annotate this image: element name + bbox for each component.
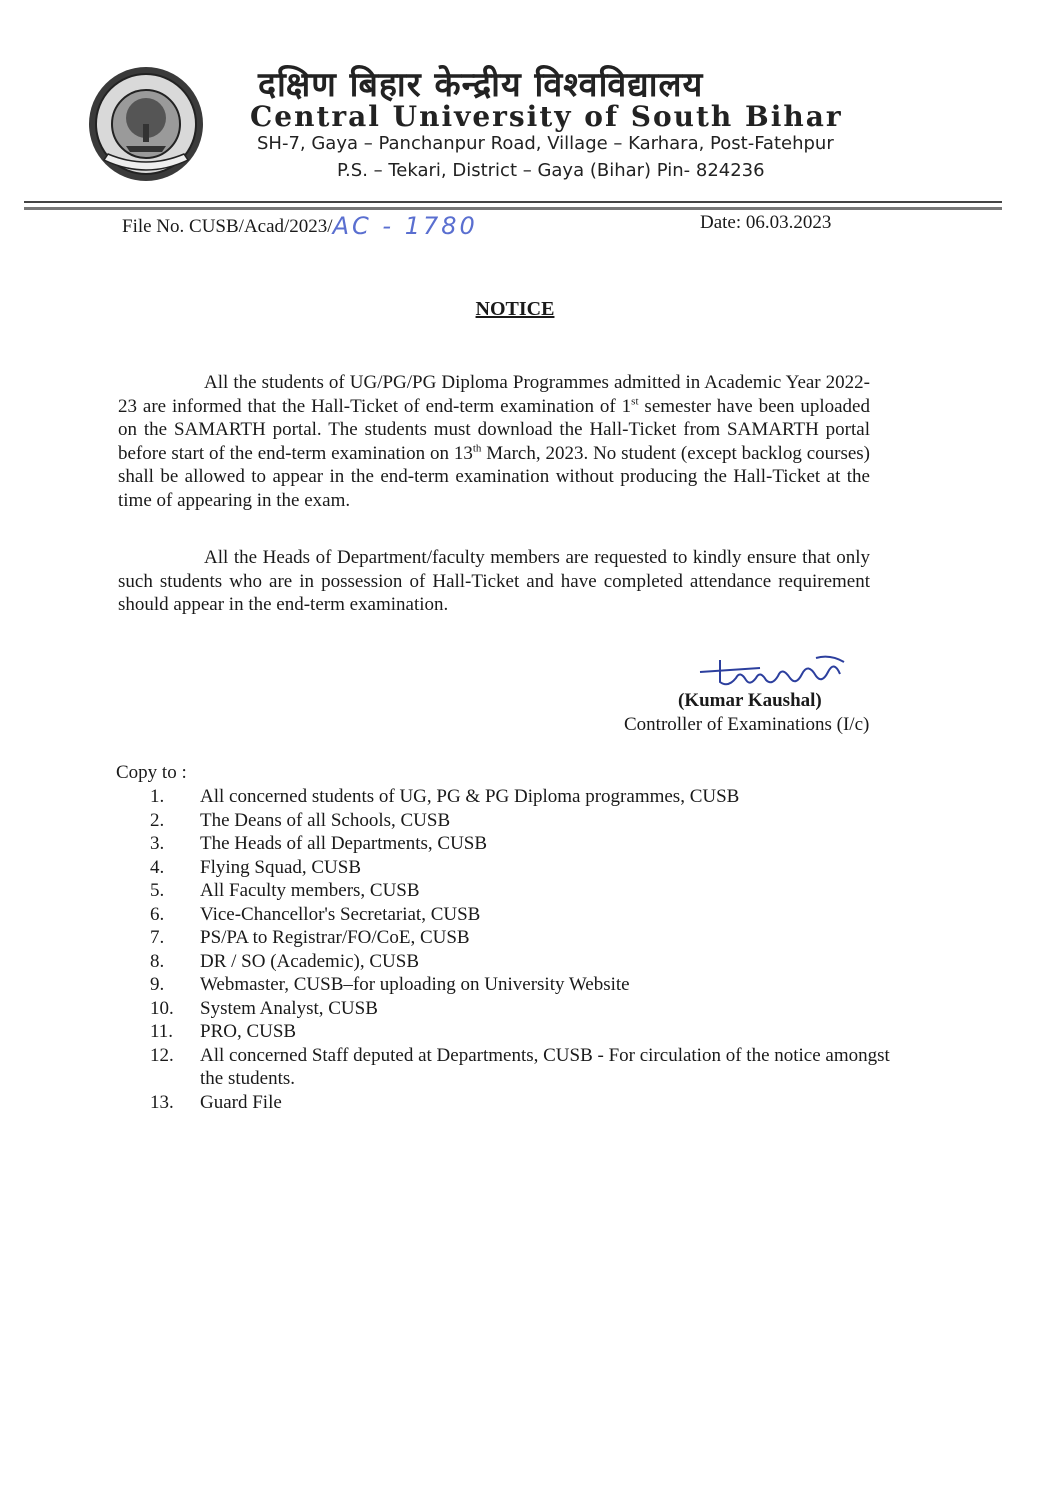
list-item-number: 11. <box>150 1021 174 1042</box>
list-item-number: 5. <box>150 880 165 901</box>
list-item <box>150 950 910 974</box>
para1-sup-1: st <box>631 395 639 408</box>
list-item-text: PS/PA to Registrar/FO/CoE, CUSB <box>200 927 470 948</box>
file-number-printed: File No. CUSB/Acad/2023/ <box>122 216 333 237</box>
list-item <box>150 903 910 927</box>
list-item-text: The Heads of all Departments, CUSB <box>200 833 488 854</box>
notice-paragraph-2 <box>118 546 870 617</box>
list-item <box>150 1044 910 1091</box>
para2-text: All the Heads of Department/faculty members are requested to kindly ensure that only such students who are in possession of Hall-Ticket and have completed attendance requirement should appear in the end-term examination. <box>118 547 870 615</box>
list-item-number: 9. <box>150 974 165 995</box>
header-divider-top <box>24 201 1002 203</box>
signature-image <box>690 650 860 690</box>
university-name-hindi: दक्षिण बिहार केन्द्रीय विश्वविद्यालय <box>258 65 704 105</box>
list-item <box>150 809 910 833</box>
list-item-number: 13. <box>150 1091 174 1113</box>
list-item <box>150 879 910 903</box>
list-item-text: Vice-Chancellor's Secretariat, CUSB <box>200 903 481 925</box>
address-line-2: P.S. – Tekari, District – Gaya (Bihar) Pin- 824236 <box>337 160 765 181</box>
list-item <box>150 926 910 950</box>
list-item <box>150 785 910 809</box>
file-number-handwritten: AC - 1780 <box>332 212 478 240</box>
university-seal-logo <box>86 64 206 184</box>
list-item-number: 12. <box>150 1044 174 1066</box>
list-item-text: Flying Squad, CUSB <box>200 856 362 878</box>
list-item-text: PRO, CUSB <box>200 1021 297 1042</box>
notice-title: NOTICE <box>475 298 555 320</box>
list-item <box>150 856 910 880</box>
list-item-number: 6. <box>150 903 165 925</box>
university-name-english: Central University of South Bihar <box>250 100 843 133</box>
list-item <box>150 997 910 1021</box>
para1-part-b: semester have been uploaded on the SAMARTH portal. The students must download the Hall-Ticket from SAMARTH portal before start of the end-term examination on 13 <box>118 395 870 464</box>
list-item-number: 4. <box>150 856 165 878</box>
address-line-1: SH-7, Gaya – Panchanpur Road, Village – Karhara, Post-Fatehpur <box>257 133 834 154</box>
list-item-number: 1. <box>150 786 165 807</box>
signatory-title: Controller of Examinations (I/c) <box>624 714 870 735</box>
list-item-text: Webmaster, CUSB–for uploading on University Website <box>200 974 630 995</box>
file-number <box>122 212 478 240</box>
para1-part-c: March, 2023. No student (except backlog courses) shall be allowed to appear in the end-term examination without producing the Hall-Ticket at the time of appearing in the exam. <box>118 442 870 511</box>
signatory-name: (Kumar Kaushal) <box>678 690 822 711</box>
list-item-number: 10. <box>150 997 174 1019</box>
copy-to-list <box>150 785 910 1114</box>
list-item-text: Guard File <box>200 1091 282 1113</box>
notice-paragraph-1 <box>118 371 870 512</box>
list-item-number: 2. <box>150 809 165 831</box>
para1-part-a: All the students of UG/PG/PG Diploma Programmes admitted in Academic Year 2022-23 are informed that the Hall-Ticket of end-term examination of 1 <box>118 372 870 417</box>
notice-date: Date: 06.03.2023 <box>700 212 832 233</box>
header-divider-bottom <box>24 207 1002 210</box>
list-item <box>150 1020 910 1044</box>
para1-sup-2: th <box>472 442 482 455</box>
list-item-text: All concerned students of UG, PG & PG Diploma programmes, CUSB <box>200 786 740 807</box>
list-item-number: 7. <box>150 927 165 948</box>
list-item-text: All Faculty members, CUSB <box>200 880 420 901</box>
list-item <box>150 1091 910 1115</box>
list-item-text: All concerned Staff deputed at Departments, CUSB - For circulation of the notice amongst the students. <box>200 1044 890 1089</box>
copy-to-label: Copy to : <box>116 762 187 783</box>
list-item-text: The Deans of all Schools, CUSB <box>200 809 451 831</box>
list-item <box>150 832 910 856</box>
list-item <box>150 973 910 997</box>
list-item-text: DR / SO (Academic), CUSB <box>200 950 420 972</box>
list-item-text: System Analyst, CUSB <box>200 997 378 1019</box>
list-item-number: 8. <box>150 950 165 972</box>
list-item-number: 3. <box>150 833 165 854</box>
